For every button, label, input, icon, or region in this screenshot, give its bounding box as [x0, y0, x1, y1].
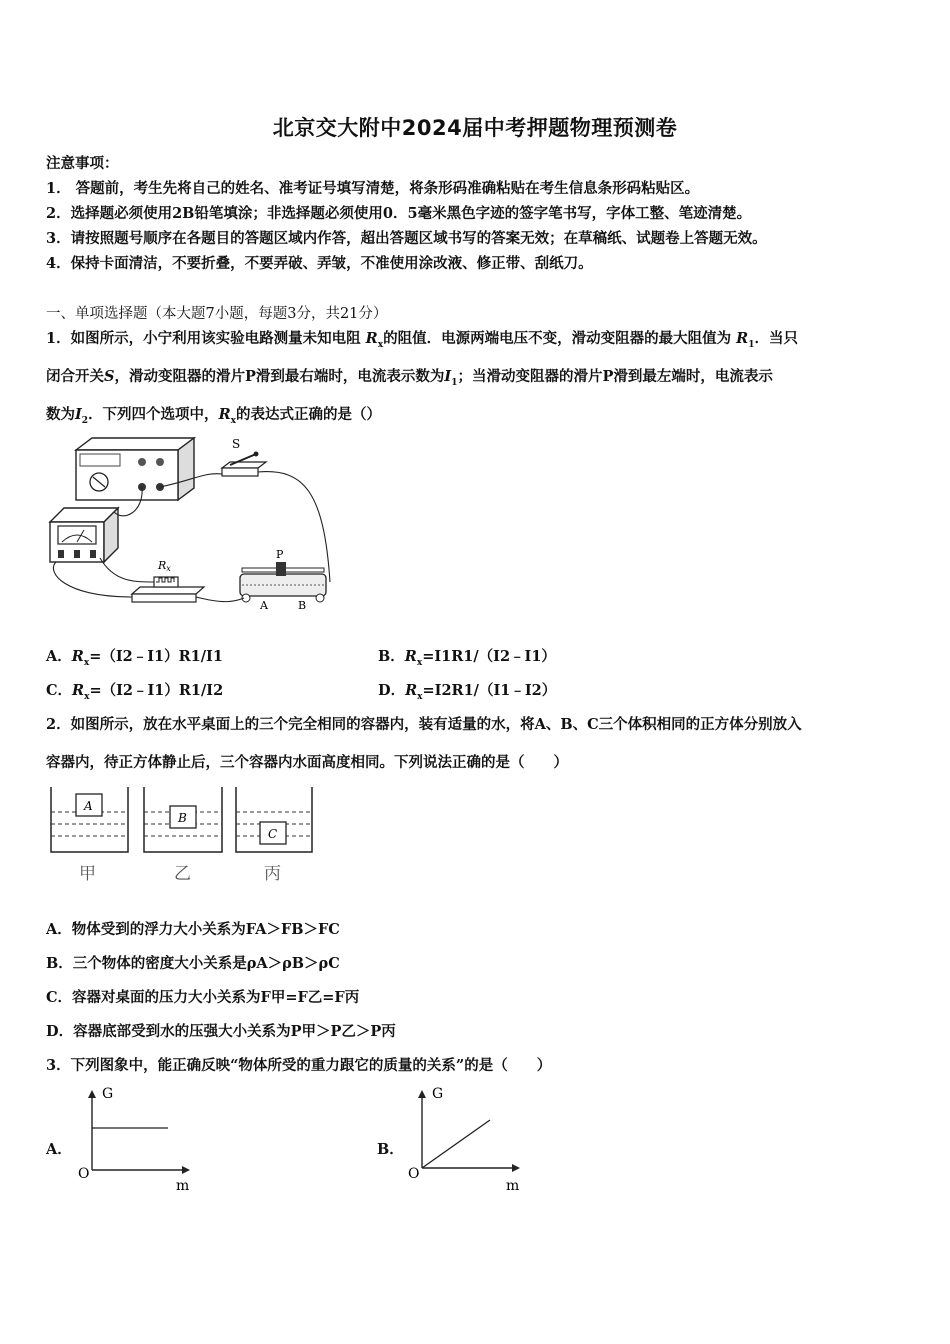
container-label-yi: 乙	[174, 864, 191, 884]
graph-a-y: G	[102, 1086, 114, 1102]
notes-heading: 注意事项：	[46, 155, 119, 172]
q1-line3: 数为$I_2$．下列四个选项中，$R_x$的表达式正确的是（）	[46, 406, 381, 426]
graph-a-x: m	[176, 1178, 190, 1194]
rheostat	[240, 548, 326, 612]
block-a: A	[84, 799, 93, 813]
note-item-4: 4．保持卡面清洁，不要折叠，不要弄破、弄皱，不准使用涂改液、修正带、刮纸刀。	[46, 255, 593, 272]
q1-option-a[interactable]: A．$R_x=(I2﹣I1)R1/I1$	[46, 648, 223, 668]
q3-option-a-label[interactable]: A．	[46, 1141, 72, 1158]
block-b: B	[178, 811, 187, 825]
block-c: C	[268, 827, 278, 841]
power-supply	[76, 438, 194, 500]
graph-b-x: m	[506, 1178, 520, 1194]
section1-heading: 一、单项选择题（本大题7小题，每题3分，共21分）	[46, 306, 388, 322]
q3-stem: 3．下列图象中，能正确反映“物体所受的重力跟它的质量的关系”的是（ ）	[46, 1057, 552, 1074]
switch	[222, 437, 266, 476]
q2-line2: 容器内，待正方体静止后，三个容器内水面高度相同。下列说法正确的是（ ）	[46, 754, 568, 771]
graph-b-y: G	[432, 1086, 444, 1102]
q1-line1: 1．如图所示，小宁利用该实验电路测量未知电阻 $R_x$的阻值．电源两端电压不变，滑动变阻器的最大阻值为 $R_1$．当只	[46, 330, 798, 350]
switch-label: S	[232, 437, 241, 451]
end-b-label: B	[298, 599, 307, 612]
q1-option-c[interactable]: C．$R_x=(I2﹣I1)R1/I2$	[46, 682, 224, 702]
note-item-3: 3．请按照题号顺序在各题目的答题区域内作答，超出答题区域书写的答案无效；在草稿纸、试题卷上答题无效。	[46, 230, 767, 247]
containers-figure	[46, 782, 316, 887]
unknown-resistor	[132, 559, 204, 602]
q1-option-b[interactable]: B．$R_x=I1R1/(I2﹣I1)$	[378, 648, 556, 668]
svg-text:Rx: Rx	[158, 559, 171, 573]
note-item-2: 2．选择题必须使用2B铅笔填涂；非选择题必须使用0．5毫米黑色字迹的签字笔书写，字体工整、笔迹清楚。	[46, 205, 752, 222]
container-label-jia: 甲	[79, 864, 96, 884]
container-yi	[144, 787, 222, 884]
slider-label: P	[276, 548, 284, 561]
container-jia	[51, 787, 128, 884]
page-title: 北京交大附中2024届中考押题物理预测卷	[272, 116, 678, 140]
container-label-bing: 丙	[264, 864, 281, 884]
graph-b-line	[422, 1120, 490, 1168]
end-a-label: A	[260, 599, 268, 612]
note-item-1: 1． 答题前，考生先将自己的姓名、准考证号填写清楚，将条形码准确粘贴在考生信息条形码粘贴区。	[46, 180, 700, 197]
q2-option-a[interactable]: A．物体受到的浮力大小关系为FA＞FB＞FC	[46, 921, 340, 938]
q3-graph-a	[72, 1082, 202, 1194]
q2-option-d[interactable]: D．容器底部受到水的压强大小关系为P甲＞P乙＞P丙	[46, 1023, 396, 1040]
circuit-figure	[44, 432, 344, 612]
q3-graph-b	[402, 1080, 532, 1194]
container-bing	[236, 787, 312, 884]
graph-b-origin: O	[408, 1166, 420, 1182]
q3-option-b-label[interactable]: B．	[377, 1141, 404, 1158]
q2-option-c[interactable]: C．容器对桌面的压力大小关系为F甲=F乙=F丙	[46, 989, 360, 1006]
graph-a-origin: O	[78, 1166, 90, 1182]
q2-option-b[interactable]: B．三个物体的密度大小关系是ρA＞ρB＞ρC	[46, 955, 340, 972]
q1-option-d[interactable]: D．$R_x=I2R1/(I1﹣I2)$	[378, 682, 557, 702]
q1-line2: 闭合开关S，滑动变阻器的滑片P滑到最右端时，电流表示数为$I_1$；当滑动变阻器的滑片P滑到最左端时，电流表示	[46, 368, 773, 388]
ammeter	[50, 508, 118, 562]
q2-line1: 2．如图所示，放在水平桌面上的三个完全相同的容器内，装有适量的水，将A、B、C三个体积相同的正方体分别放入	[46, 716, 802, 733]
